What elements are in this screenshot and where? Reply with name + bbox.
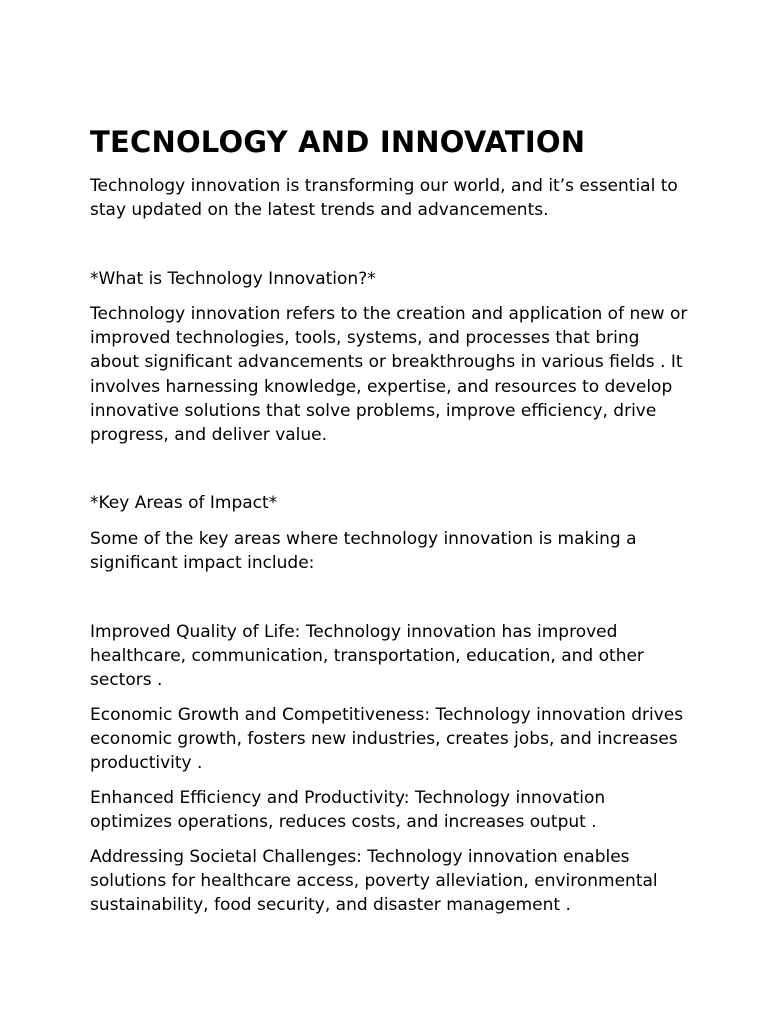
intro-paragraph: Technology innovation is transforming our world, and it’s essential to stay updated on the latest trends and advancements. [90, 176, 678, 221]
impact-item-economic-growth: Economic Growth and Competitiveness: Technology innovation drives economic growth, fosters new industries, creates jobs, and increases productivity . [90, 705, 684, 774]
key-areas-intro-paragraph: Some of the key areas where technology innovation is making a significant impact include: [90, 529, 637, 574]
impact-item-quality-of-life: Improved Quality of Life: Technology innovation has improved healthcare, communication, transportation, education, and other sectors . [90, 622, 644, 691]
what-is-paragraph: Technology innovation refers to the creation and application of new or improved technologies, tools, systems, and processes that bring about significant advancements or breakthroughs in various fields . It involves harnessing knowledge, expertise, and resources to develop innovative solutions that solve problems, improve efficiency, drive progress, and deliver value. [90, 304, 688, 446]
impact-item-efficiency: Enhanced Efficiency and Productivity: Technology innovation optimizes operations, reduces costs, and increases output . [90, 788, 606, 833]
key-areas-heading: *Key Areas of Impact* [90, 493, 278, 513]
what-is-heading: *What is Technology Innovation?* [90, 269, 376, 289]
document-title: TECNOLOGY AND INNOVATION [90, 125, 586, 159]
impact-item-societal-challenges: Addressing Societal Challenges: Technology innovation enables solutions for healthcare access, poverty alleviation, environmental sustainability, food security, and disaster management . [90, 847, 658, 916]
